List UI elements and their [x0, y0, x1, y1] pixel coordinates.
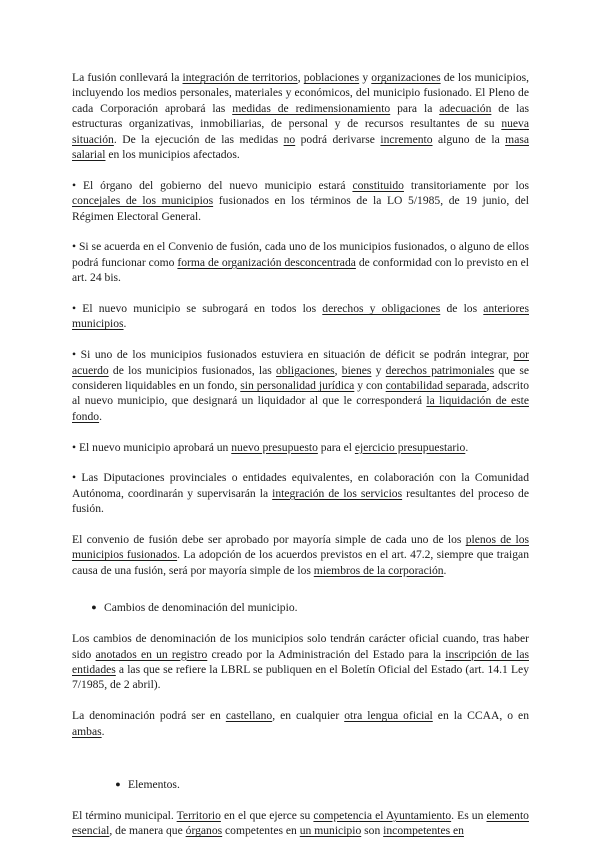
underlined-term: incremento: [380, 132, 433, 146]
underlined-term: competencia el Ayuntamiento: [313, 808, 452, 822]
underlined-term: derechos patrimoniales: [385, 363, 495, 377]
underlined-term: adecuación: [439, 101, 492, 115]
paragraph-fusion-effects: La fusión conllevará la integración de territorios, poblaciones y organizaciones de los municipios, incluyendo los medios personales, materiales y económicos, del municipio fusionado. El Pleno de cada Corporación aprobará las medidas de redimensionamiento para la adecuación de las estructuras organizativas, inmobiliarias, de personal y de recursos resultantes de su nueva situación. De la ejecución de las medidas no podrá derivarse incremento alguno de la masa salarial en los municipios afectados.: [72, 71, 530, 162]
paragraph-fusion-agreement: El convenio de fusión debe ser aprobado por mayoría simple de cada uno de los plenos de los municipios fusionados. La adopción de los acuerdos previstos en el art. 47.2, siempre que traigan causa de una fusión, será por mayoría simple de los miembros de la corporación.: [72, 533, 530, 577]
underlined-term: derechos y obligaciones: [322, 302, 441, 316]
paragraph-denomination-language: La denominación podrá ser en castellano, en cualquier otra lengua oficial en la CCAA, o en ambas.: [72, 709, 530, 738]
underlined-term: otra lengua oficial: [344, 709, 433, 723]
paragraph-deconcentrated-form: • Si se acuerda en el Convenio de fusión, cada uno de los municipios fusionados, o alguno de ellos podrá funcionar como forma de organización desconcentrada de conformidad con lo previsto en el art. 24 bis.: [72, 240, 530, 285]
underlined-term: obligaciones: [276, 363, 335, 377]
underlined-term: anteriores municipios: [72, 302, 529, 331]
underlined-term: anotados en un registro: [95, 647, 208, 661]
paragraph-name-change-rules: Los cambios de denominación de los municipios solo tendrán carácter oficial cuando, tras haber sido anotados en un registro creado por la Administración del Estado para la inscripción de las entidades a las que se refiere la LBRL se publiquen en el Boletín Oficial del Estado (art. 14.1 Ley 7/1985, de 2 abril).: [72, 632, 529, 692]
paragraph-subrogation: • El nuevo municipio se subrogará en todos los derechos y obligaciones de los anteriores municipios.: [72, 302, 529, 331]
underlined-term: órganos: [185, 824, 223, 838]
bullet-label: Elementos.: [128, 777, 180, 791]
underlined-term: plenos de los municipios fusionados: [72, 533, 530, 562]
underlined-term: incompetentes en: [383, 824, 464, 838]
underlined-term: sin personalidad jurídica: [240, 379, 355, 393]
underlined-term: integración de territorios: [182, 71, 298, 84]
underlined-term: por acuerdo: [72, 348, 529, 377]
bullet-dot-icon: ●: [115, 778, 121, 789]
underlined-term: constituido: [352, 178, 404, 192]
underlined-term: no: [283, 132, 296, 146]
underlined-term: contabilidad separada: [385, 379, 487, 393]
underlined-term: masa salarial: [72, 132, 529, 162]
bullet-label: Cambios de denominación del municipio.: [104, 601, 298, 615]
underlined-term: integración de los servicios: [272, 486, 403, 500]
paragraph-deficit-fund: • Si uno de los municipios fusionados estuviera en situación de déficit se podrán integrar, por acuerdo de los municipios fusionados, las obligaciones, bienes y derechos patrimoniales que se consideren liquidables en un fondo, sin personalidad jurídica y con contabilidad separada, adscrito al nuevo municipio, que designará un liquidador al que le corresponderá la liquidación de este fondo.: [72, 348, 530, 423]
bullet-dot-icon: ●: [91, 602, 97, 613]
underlined-term: inscripción de las entidades: [72, 647, 529, 676]
underlined-term: miembros de la corporación: [313, 563, 444, 577]
bullet-name-changes: [84, 600, 529, 615]
underlined-term: elemento esencial: [72, 808, 529, 838]
paragraph-provincial-councils: • Las Diputaciones provinciales o entidades equivalentes, en colaboración con la Comunidad Autónoma, coordinarán y supervisarán la integración de los servicios resultantes del proceso de fusión.: [72, 471, 529, 516]
underlined-term: Territorio: [176, 808, 221, 822]
paragraph-government-organ: • El órgano del gobierno del nuevo municipio estará constituido transitoriamente por los concejales de los municipios fusionados en los términos de la LO 5/1985, de 19 junio, del Régimen Electoral General.: [72, 178, 530, 223]
underlined-term: nueva situación: [72, 117, 529, 146]
underlined-term: medidas de redimensionamiento: [232, 101, 391, 115]
underlined-term: la liquidación de este fondo: [72, 394, 529, 423]
underlined-term: ambas: [72, 724, 102, 738]
underlined-term: forma de organización desconcentrada: [177, 255, 356, 269]
underlined-term: organizaciones: [371, 71, 441, 84]
bullet-elements: [108, 777, 529, 792]
underlined-term: un municipio: [299, 824, 362, 838]
underlined-term: nuevo presupuesto: [231, 440, 318, 454]
underlined-term: castellano: [225, 709, 273, 723]
underlined-term: poblaciones: [303, 71, 360, 84]
document-page: [72, 70, 529, 854]
paragraph-municipal-term: El término municipal. Territorio en el que ejerce su competencia el Ayuntamiento. Es un elemento esencial, de manera que órganos competentes en un municipio son incompetentes en: [72, 808, 529, 838]
underlined-term: ejercicio presupuestario: [354, 440, 466, 454]
underlined-term: bienes: [341, 363, 372, 377]
underlined-term: concejales de los municipios: [72, 194, 214, 208]
paragraph-new-budget: • El nuevo municipio aprobará un nuevo presupuesto para el ejercicio presupuestario.: [72, 440, 469, 454]
